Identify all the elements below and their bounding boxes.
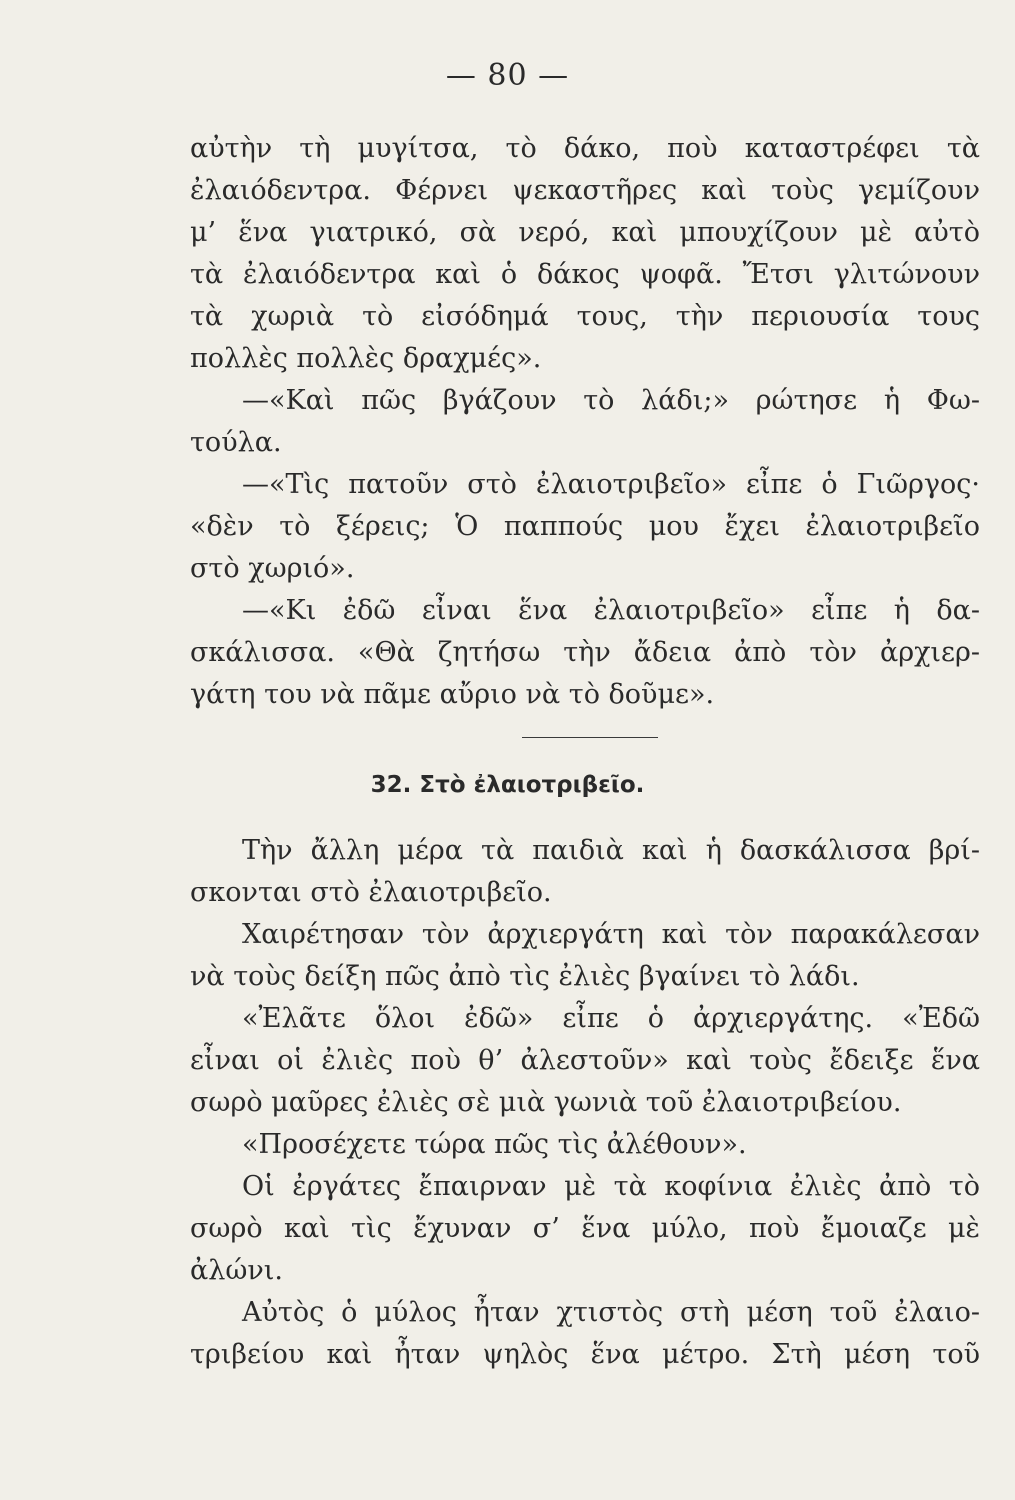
text-line: ἀλώνι. [190, 1255, 283, 1286]
text-line: πολλὲς πολλὲς δραχμές». [190, 343, 542, 374]
text-line: ἐλαιόδεντρα. Φέρνει ψεκαστῆρες καὶ τοὺς γεμίζουν [190, 175, 980, 206]
text-line: εἶναι οἱ ἐλιὲς ποὺ θ’ ἀλεστοῦν» καὶ τοὺς ἔδειξε ἕνα [190, 1045, 980, 1076]
top-text-block [190, 128, 980, 716]
text-line: αὐτὴν τὴ μυγίτσα, τὸ δάκο, ποὺ καταστρέφει τὰ [190, 133, 980, 164]
text-line: σωρὸ μαῦρες ἐλιὲς σὲ μιὰ γωνιὰ τοῦ ἐλαιοτριβείου. [190, 1087, 902, 1118]
text-line: «δὲν τὸ ξέρεις; Ὁ παππούς μου ἔχει ἐλαιοτριβεῖο [190, 511, 980, 542]
text-line: Αὐτὸς ὁ μύλος ἦταν χτιστὸς στὴ μέση τοῦ ἐλαιο- [242, 1297, 980, 1328]
section-text-block [190, 830, 980, 1376]
text-line: «Προσέχετε τώρα πῶς τὶς ἀλέθουν». [242, 1129, 747, 1160]
text-line: νὰ τοὺς δείξη πῶς ἀπὸ τὶς ἐλιὲς βγαίνει τὸ λάδι. [190, 961, 860, 992]
text-line: Τὴν ἄλλη μέρα τὰ παιδιὰ καὶ ἡ δασκάλισσα βρί- [242, 835, 980, 866]
text-line: μ’ ἕνα γιατρικό, σὰ νερό, καὶ μπουχίζουν μὲ αὐτὸ [190, 217, 980, 248]
text-line: —«Καὶ πῶς βγάζουν τὸ λάδι;» ρώτησε ἡ Φω- [242, 385, 980, 416]
text-line: γάτη του νὰ πᾶμε αὔριο νὰ τὸ δοῦμε». [190, 679, 715, 710]
text-line: τούλα. [190, 427, 282, 458]
text-line: σκάλισσα. «Θὰ ζητήσω τὴν ἄδεια ἀπὸ τὸν ἀρχιερ- [190, 637, 980, 668]
section-divider [522, 737, 658, 738]
text-line: τὰ χωριὰ τὸ εἰσόδημά τους, τὴν περιουσία τους [190, 301, 980, 332]
text-line: τὰ ἐλαιόδεντρα καὶ ὁ δάκος ψοφᾶ. Ἔτσι γλιτώνουν [190, 259, 980, 290]
text-line: Χαιρέτησαν τὸν ἀρχιεργάτη καὶ τὸν παρακάλεσαν [242, 919, 980, 950]
section-heading: 32. Στὸ ἐλαιοτριβεῖο. [370, 772, 645, 798]
text-line: σκονται στὸ ἐλαιοτριβεῖο. [190, 877, 552, 908]
text-line: «Ἐλᾶτε ὅλοι ἐδῶ» εἶπε ὁ ἀρχιεργάτης. «Ἐδῶ [242, 1003, 980, 1034]
text-line: —«Τὶς πατοῦν στὸ ἐλαιοτριβεῖο» εἶπε ὁ Γιῶργος· [242, 469, 980, 500]
text-line: Οἱ ἐργάτες ἔπαιρναν μὲ τὰ κοφίνια ἐλιὲς ἀπὸ τὸ [242, 1171, 980, 1202]
text-line: σωρὸ καὶ τὶς ἔχυναν σ’ ἕνα μύλο, ποὺ ἔμοιαζε μὲ [190, 1213, 980, 1244]
page-number: — 80 — [445, 58, 570, 93]
text-line: στὸ χωριό». [190, 553, 355, 584]
text-line: τριβείου καὶ ἦταν ψηλὸς ἕνα μέτρο. Στὴ μέση τοῦ [190, 1339, 980, 1370]
text-line: —«Κι ἐδῶ εἶναι ἕνα ἐλαιοτριβεῖο» εἶπε ἡ δα- [242, 595, 980, 626]
